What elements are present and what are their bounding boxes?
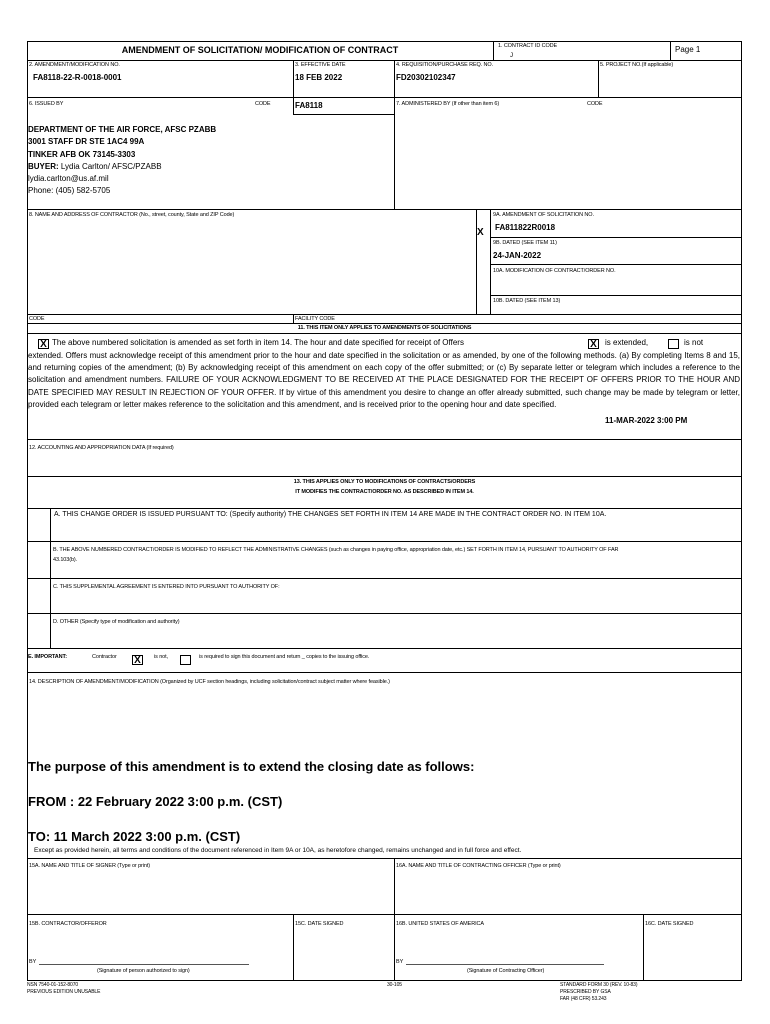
item11-line1: The above numbered solicitation is amended as set forth in item 14. The hour and date specified for receipt of Offers [52,338,464,347]
closing-date: 11-MAR-2022 3:00 PM [605,416,688,425]
usa-label: 16B. UNITED STATES OF AMERICA [396,921,484,927]
item13-c: C. THIS SUPPLEMENTAL AGREEMENT IS ENTERED INTO PURSUANT TO AUTHORITY OF: [53,584,280,590]
solicitation-date-label: 9B. DATED (SEE ITEM 11) [493,240,557,246]
requisition-value[interactable]: FD20302102347 [396,73,456,82]
item11-paragraph: extended. Offers must acknowledge receipt of this amendment prior to the hour and date specified in the solicitation or as amended, by one of the following methods. (a) By completing Items 8 and 15, and returning copies of the amendment; (b) By acknowledging receipt of this amendment on each copy of the offer submitted; or (c) By separate letter or telegram which includes a reference to the solicitation and amendment numbers. FAILURE OF YOUR ACKNOWLEDGMENT TO BE RECEIVED AT THE PLACE DESIGNATED FOR THE RECEIPT OF OFFERS PRIOR TO THE HOUR AND DATE SPECIFIED MAY RESULT IN REJECTION OF YOUR OFFER. If by virtue of this amendment you desire to change an offer already submitted, such change may be made by telegram or letter, provided each telegram or letter makes reference to the solicitation and this amendment, and is received prior to the opening hour and date specified. [28,351,740,409]
item13-b-ref: 43.103(b). [53,557,78,563]
item11-checkbox-extended[interactable]: X [588,339,599,349]
issuer-line: TINKER AFB OK 73145-3303 [28,149,136,159]
officer-date-signed-label: 16C. DATE SIGNED [645,921,694,927]
contractor-code-label: CODE [29,316,45,322]
modification-no-label: 10A. MODIFICATION OF CONTRACT/ORDER NO. [493,268,616,274]
contracting-officer-label: 16A. NAME AND TITLE OF CONTRACTING OFFICER (Type or print) [396,863,561,869]
item9-x-mark[interactable]: X [477,227,484,238]
buyer-email[interactable]: lydia.carlton@us.af.mil [28,174,109,184]
buyer-line [28,161,216,173]
contractor-signature-caption: (Signature of person authorized to sign) [97,968,190,974]
accounting-data-label: 12. ACCOUNTING AND APPROPRIATION DATA (If required) [29,445,174,451]
item11-checkbox-not-extended[interactable] [668,339,679,349]
item13-b: B. THE ABOVE NUMBERED CONTRACT/ORDER IS MODIFIED TO REFLECT THE ADMINISTRATIVE CHANGES (such as changes in paying office, appropriation date, etc.) SET FORTH IN ITEM 14, PURSUANT TO AUTHORITY OF FAR [53,547,619,553]
project-no-label: 5. PROJECT NO.(If applicable) [600,62,674,68]
purpose-text: The purpose of this amendment is to extend the closing date as follows: [28,759,475,774]
issued-by-label: 6. ISSUED BY [29,101,64,107]
standard-form-label: STANDARD FORM 30 (REV. 10-83) [560,982,638,988]
effective-date-label: 3. EFFECTIVE DATE [295,62,346,68]
issuer-line: DEPARTMENT OF THE AIR FORCE, AFSC PZABB [28,125,217,134]
solicitation-no-label: 9A. AMENDMENT OF SOLICITATION NO. [493,212,594,218]
form-title: AMENDMENT OF SOLICITATION/ MODIFICATION OF CONTRACT [121,45,399,55]
far-reference: FAR (48 CFR) 53.243 [560,996,607,1002]
contract-id-value: J [510,53,513,59]
solicitation-no-value[interactable]: FA811822R0018 [495,223,556,232]
item11-heading: 11. THIS ITEM ONLY APPLIES TO AMENDMENTS OF SOLICITATIONS [297,325,472,331]
prescribed-by-label: PRESCRIBED BY GSA [560,989,611,995]
amendment-no-value[interactable]: FA8118-22-R-0018-0001 [33,73,122,82]
amendment-form [27,41,742,1002]
administered-code-label: CODE [587,101,603,107]
is-not-word: is not, [154,654,168,660]
to-date: TO: 11 March 2022 3:00 p.m. (CST) [28,829,241,844]
contractor-date-signed-label: 15C. DATE SIGNED [295,921,344,927]
item13-heading1: 13. THIS APPLIES ONLY TO MODIFICATIONS OF CONTRACTS/ORDERS [293,479,476,485]
item13-heading2: IT MODIFIES THE CONTRACT/ORDER NO. AS DESCRIBED IN ITEM 14. [295,489,474,495]
contractor-word: Contractor [92,654,117,660]
buyer-prefix: BUYER: [28,161,59,171]
item13-a: A. THIS CHANGE ORDER IS ISSUED PURSUANT TO: (Specify authority) THE CHANGES SET FORTH IN ITEM 14 ARE MADE IN THE CONTRACT ORDER NO. IN ITEM 10A. [54,511,607,518]
contract-id-label: 1. CONTRACT ID CODE [498,43,558,49]
modification-date-label: 10B. DATED (SEE ITEM 13) [493,298,561,304]
is-extended-label: is extended, [605,338,649,347]
amendment-no-label: 2. AMENDMENT/MODIFICATION NO. [29,62,120,68]
from-date: FROM : 22 February 2022 3:00 p.m. (CST) [28,794,283,809]
issued-code-label: CODE [255,101,271,107]
by-label-officer: BY [396,959,404,965]
description-label: 14. DESCRIPTION OF AMENDMENT/MODIFICATION (Organized by UCF section headings, including solicitation/contract subject matter where feasible.) [29,679,390,685]
signature-required-checkbox[interactable] [180,655,191,665]
officer-signature-line[interactable] [406,964,604,965]
signer-name-label: 15A. NAME AND TITLE OF SIGNER (Type or print) [29,863,151,869]
except-text: Except as provided herein, all terms and conditions of the document referenced in Item 9A or 10A, as heretofore changed, remains unchanged and in full force and effect. [34,847,522,854]
facility-code-label: FACILITY CODE [295,316,335,322]
effective-date-value[interactable]: 18 FEB 2022 [295,73,343,82]
contractor-address-label: 8. NAME AND ADDRESS OF CONTRACTOR (No., street, county, State and ZIP Code) [29,212,235,218]
is-not-label: is not [684,338,704,347]
buyer-phone: Phone: (405) 582-5705 [28,186,111,196]
issuer-address [28,124,216,198]
item13-d: D. OTHER (Specify type of modification and authority) [53,619,180,625]
solicitation-date-value[interactable]: 24-JAN-2022 [493,251,542,260]
contractor-signature-line[interactable] [39,964,249,965]
signature-not-required-checkbox[interactable]: X [132,655,143,665]
important-label: E. IMPORTANT: [28,654,67,660]
previous-edition-note: PREVIOUS EDITION UNUSABLE [27,989,101,995]
issuer-line: 3001 STAFF DR STE 1AC4 99A [28,137,145,147]
page-number: Page 1 [675,45,701,54]
form-code: 30-105 [387,982,402,988]
nsn-number: NSN 7540-01-152-8070 [27,982,79,988]
contractor-offeror-label: 15B. CONTRACTOR/OFFEROR [29,921,107,927]
by-label-contractor: BY [29,959,37,965]
buyer-name: Lydia Carlton/ AFSC/PZABB [58,161,162,171]
administered-by-label: 7. ADMINISTERED BY (If other than item 6) [396,101,500,107]
required-text: is required to sign this document and return _ copies to the issuing office. [199,654,370,660]
issued-code-value[interactable]: FA8118 [295,101,323,110]
officer-signature-caption: (Signature of Contracting Officer) [467,968,545,974]
item11-checkbox-amended[interactable]: X [38,339,49,349]
requisition-label: 4. REQUISITION/PURCHASE REQ. NO. [396,62,494,68]
